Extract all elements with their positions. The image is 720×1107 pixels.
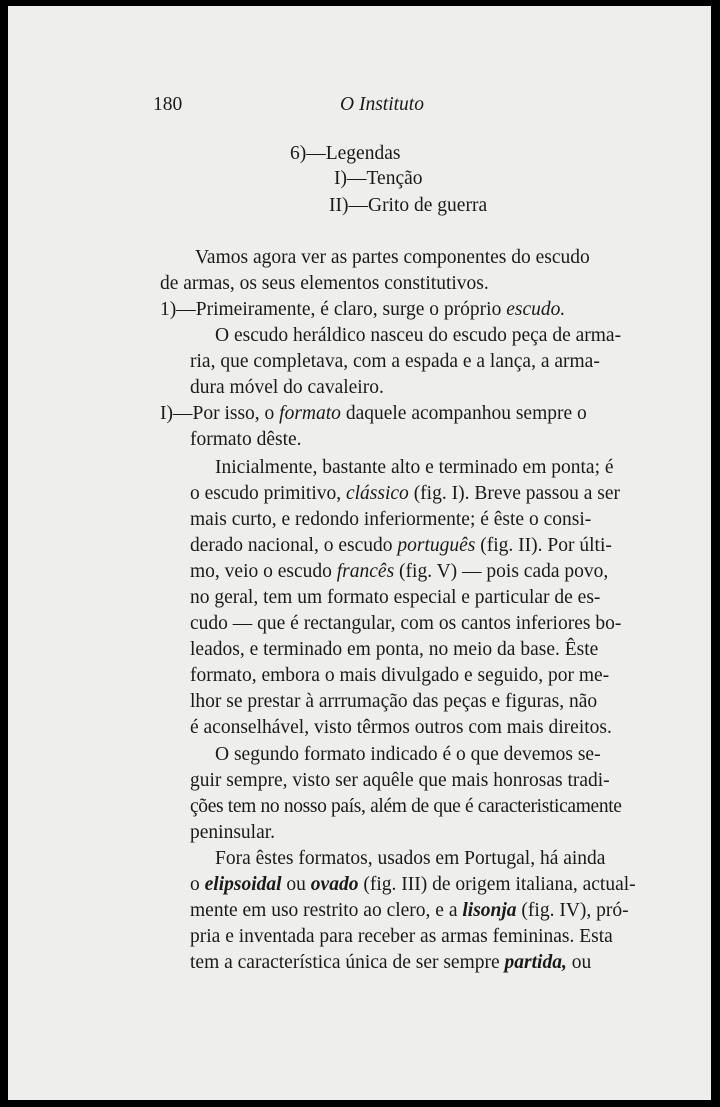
text-line: cudo — que é rectangular, com os cantos inferiores bo- [190, 613, 622, 634]
text-line: no geral, tem um formato especial e particular de es- [190, 587, 601, 608]
page-number: 180 [153, 94, 183, 115]
text-line: I)—Por isso, o formato daquele acompanhou sempre o [160, 403, 587, 424]
list-item-II: II)—Grito de guerra [329, 195, 488, 216]
text-line: ria, que completava, com a espada e a lança, a arma- [190, 351, 600, 372]
text-line: de armas, os seus elementos constitutivos. [160, 273, 489, 294]
text-line: 1)—Primeiramente, é claro, surge o próprio escudo. [160, 299, 566, 320]
text-line: Vamos agora ver as partes componentes do escudo [195, 247, 590, 268]
text-line: O escudo heráldico nasceu do escudo peça de arma- [215, 325, 622, 346]
text-line: formato dêste. [190, 429, 302, 450]
text-line: Fora êstes formatos, usados em Portugal, há ainda [215, 848, 606, 869]
running-title: O Instituto [340, 94, 424, 115]
text-line: ções tem no nosso país, além de que é caracteristicamente [190, 796, 622, 817]
text-line: dura móvel do cavaleiro. [190, 377, 384, 398]
text-line: o elipsoidal ou ovado (fig. III) de origem italiana, actual- [190, 874, 636, 895]
text-line: lhor se prestar à arrrumação das peças e figuras, não [190, 691, 598, 712]
text-line: derado nacional, o escudo português (fig. II). Por últi- [190, 535, 612, 556]
text-line: peninsular. [190, 822, 276, 843]
text-line: O segundo formato indicado é o que devemos se- [215, 744, 601, 765]
book-page [8, 6, 711, 1100]
text-line: tem a característica única de ser sempre partida, ou [190, 952, 592, 973]
text-line: é aconselhável, visto têrmos outros com mais direitos. [190, 717, 612, 738]
text-line: formato, embora o mais divulgado e seguido, por me- [190, 665, 610, 686]
text-line: mo, veio o escudo francês (fig. V) — pois cada povo, [190, 561, 609, 582]
text-line: mente em uso restrito ao clero, e a lisonja (fig. IV), pró- [190, 900, 629, 921]
text-line: Inicialmente, bastante alto e terminado em ponta; é [215, 457, 614, 478]
text-line: guir sempre, visto ser aquêle que mais honrosas tradi- [190, 770, 610, 791]
text-line: leados, e terminado em ponta, no meio da base. Êste [190, 639, 599, 660]
text-line: o escudo primitivo, clássico (fig. I). Breve passou a ser [190, 483, 620, 504]
list-item-6: 6)—Legendas [290, 143, 401, 164]
text-line: pria e inventada para receber as armas femininas. Esta [190, 926, 613, 947]
text-line: mais curto, e redondo inferiormente; é êste o consi- [190, 509, 592, 530]
list-item-I: I)—Tenção [334, 168, 423, 189]
